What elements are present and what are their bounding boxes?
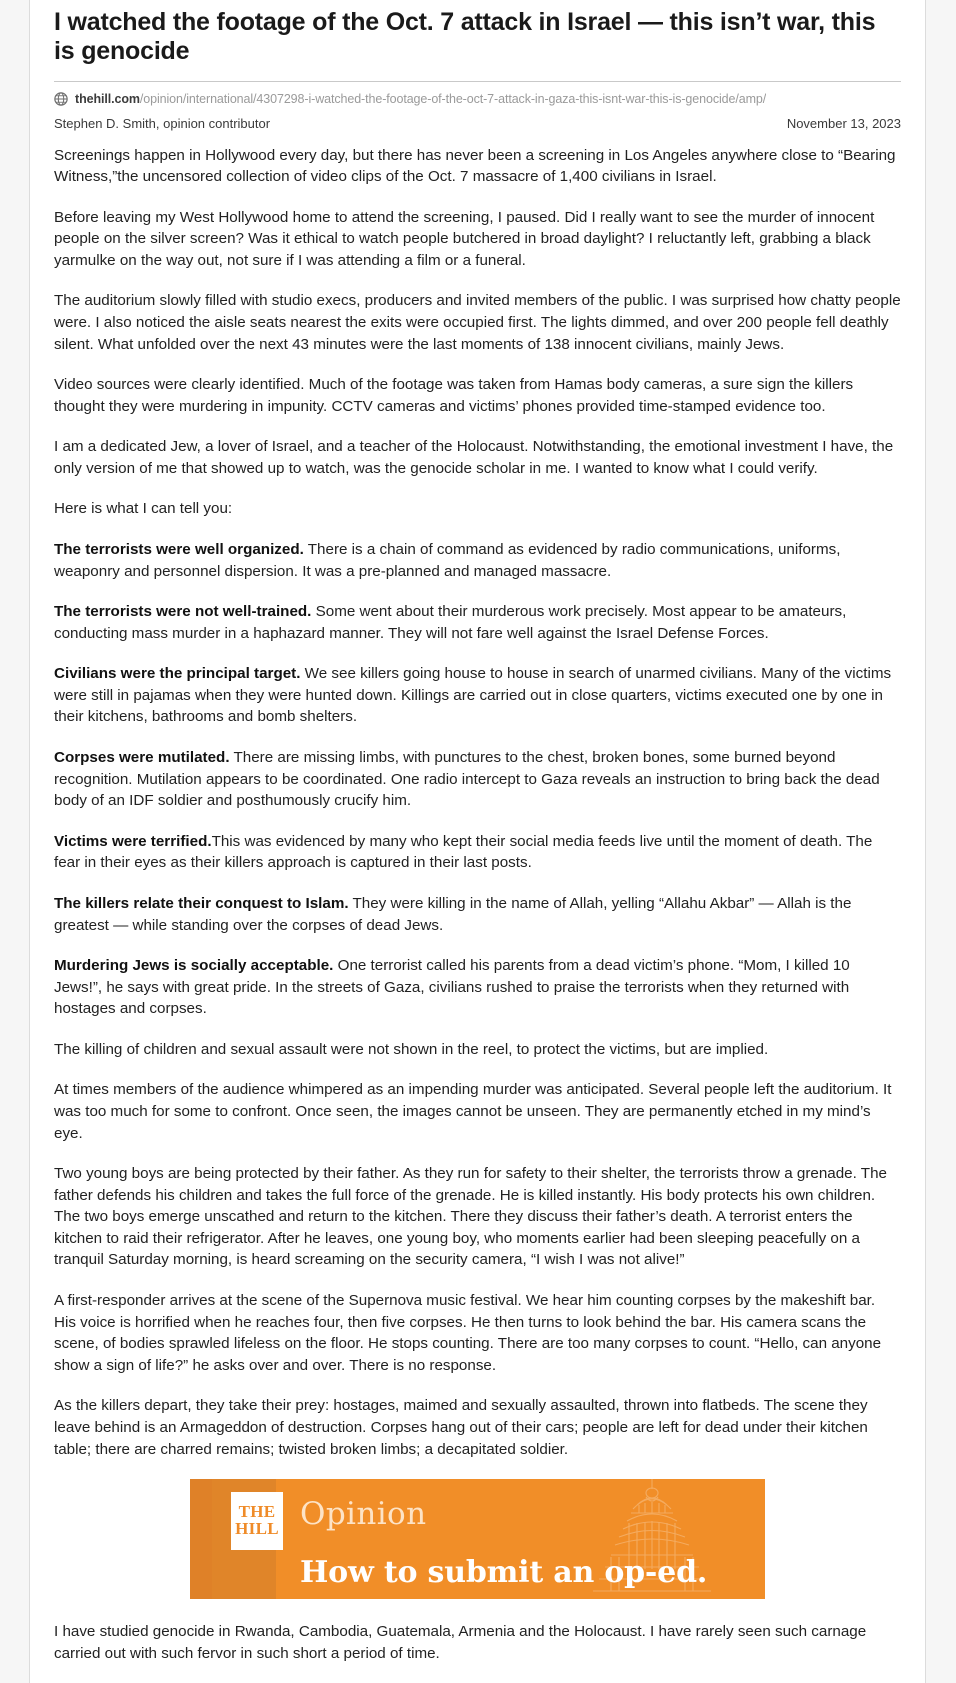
paragraph-text: There is a chain of command as evidenced by radio communications, uniforms, weaponry and personnel dispersion. It was a pre-planned and managed massacre.: [54, 541, 841, 580]
url-path: /opinion/international/4307298-i-watched-the-footage-of-the-oct-7-attack-in-gaza-this-isnt-war-this-is-genocide/amp/: [139, 91, 767, 106]
paragraph-lead: Corpses were mutilated.: [54, 749, 230, 767]
paragraph-text: As the killers depart, they take their prey: hostages, maimed and sexually assaulted, thrown into flatbeds. The scene they leave behind is an Armageddon of destruction. Corpses hang out of their cars; people are left for dead under their kitchen table; there are charred remains; twisted broken limbs; a decapitated soldier.: [54, 1397, 868, 1458]
paragraph-text: The killing of children and sexual assault were not shown in the reel, to protect the victims, but are implied.: [54, 1040, 769, 1058]
article-paragraph: [54, 498, 901, 520]
paragraph-text: Two young boys are being protected by their father. As they run for safety to their shelter, the terrorists throw a grenade. The father defends his children and takes the full force of the grenade. He is killed instantly. His body protects his own children. The two boys emerge unscathed and return to the kitchen. There they discuss their father’s death. A terrorist enters the kitchen to raid their refrigerator. After he leaves, one young boy, who moments earlier had been sleeping peacefully on a tranquil Saturday morning, is heard screaming on the security camera, “I wish I was not alive!”: [54, 1165, 887, 1269]
paragraph-text: Before leaving my West Hollywood home to attend the screening, I paused. Did I really want to see the murder of innocent people on the silver screen? Was it ethical to watch people butchered in broad daylight? I reluctantly left, grabbing a black yarmulke on the way out, not sure if I was attending a film or a funeral.: [54, 208, 875, 269]
publish-date: November 13, 2023: [786, 115, 901, 131]
article-paragraph: [54, 1079, 901, 1144]
paragraph-text: The auditorium slowly filled with studio execs, producers and invited members of the public. I was surprised how chatty people were. I also noticed the aisle seats nearest the exits were occupied first. The lights dimmed, and over 200 people fell deathly silent. What unfolded over the next 43 minutes were the last moments of 138 innocent civilians, mainly Jews.: [54, 292, 901, 353]
source-url-row[interactable]: [54, 92, 901, 116]
banner-headline: How to submit an op-ed.: [300, 1555, 708, 1591]
article-paragraph: [54, 831, 901, 874]
paragraph-lead: The terrorists were well organized.: [54, 541, 304, 559]
article-paragraph: [54, 1039, 901, 1061]
paragraph-text: I have studied genocide in Rwanda, Cambodia, Guatemala, Armenia and the Holocaust. I have rarely seen such carnage carried out with such fervor in such short a period of time.: [54, 1623, 867, 1662]
paragraph-text: We see killers going house to house in search of unarmed civilians. Many of the victims were still in pajamas when they were hunted down. Killings are carried out in close quarters, victims executed one by one in their kitchens, bathrooms and bomb shelters.: [54, 665, 892, 726]
paragraph-text: A first-responder arrives at the scene of the Supernova music festival. We hear him counting corpses by the makeshift bar. His voice is horrified when he reaches four, then five corpses. He then turns to look behind the bar. His camera scans the scene, of bodies sprawled lifeless on the floor. He stops counting. There are too many corpses to count. “Hello, can anyone show a sign of life?” he asks over and over. There is no response.: [54, 1292, 882, 1374]
globe-icon: [54, 92, 68, 106]
article-paragraph: [54, 601, 901, 644]
op-ed-promo-banner-wrap: [54, 1479, 901, 1599]
paragraph-text: I am a dedicated Jew, a lover of Israel, and a teacher of the Holocaust. Notwithstanding, the emotional investment I have, the only version of me that showed up to watch, was the genocide scholar in me. I wanted to know what I could verify.: [54, 438, 894, 477]
paragraph-lead: Victims were terrified.: [54, 832, 212, 850]
paragraph-lead: The killers relate their conquest to Islam.: [54, 894, 349, 912]
page-title: I watched the footage of the Oct. 7 attack in Israel — this isn’t war, this is genocide: [54, 8, 876, 66]
article-paragraph: [54, 955, 901, 1020]
article-paragraph: [54, 747, 901, 812]
article-paragraph: [54, 290, 901, 355]
article-paragraph: [54, 1290, 901, 1376]
op-ed-promo-banner[interactable]: [190, 1479, 765, 1599]
the-hill-logo: [231, 1492, 283, 1550]
url-domain: thehill.com: [75, 91, 140, 106]
byline-author: Stephen D. Smith, opinion contributor: [54, 115, 271, 131]
paragraph-text: This was evidenced by many who kept their social media feeds live until the moment of death. The fear in their eyes as their killers approach is captured in their last posts.: [54, 832, 873, 872]
byline-row: [54, 116, 901, 145]
logo-line-2: HILL: [235, 1519, 279, 1539]
paragraph-text: Here is what I can tell you:: [54, 500, 233, 518]
paragraph-text: Video sources were clearly identified. Much of the footage was taken from Hamas body cameras, a sure sign the killers thought they were murdering in impunity. CCTV cameras and victims’ phones provided time-stamped evidence too.: [54, 376, 854, 415]
article-paragraph: [54, 207, 901, 272]
source-url[interactable]: [75, 92, 766, 106]
paragraph-text: At times members of the audience whimpered as an impending murder was anticipated. Several people left the auditorium. It was too much for some to confront. Once seen, the images cannot be unseen. They are permanently etched in my mind’s eye.: [54, 1081, 892, 1142]
banner-left-strip: [190, 1479, 212, 1599]
article-paragraph: [54, 893, 901, 936]
article-body: [54, 145, 901, 1461]
article-sheet: [29, 0, 926, 1683]
article-paragraph: [54, 1163, 901, 1271]
paragraph-text: One terrorist called his parents from a dead victim’s phone. “Mom, I killed 10 Jews!”, he says with great pride. In the streets of Gaza, civilians rushed to praise the terrorists when they returned with hostages and corpses.: [54, 957, 850, 1018]
paragraph-lead: The terrorists were not well-trained.: [54, 603, 312, 621]
article-paragraph: [54, 436, 901, 479]
article-paragraph: [54, 1395, 901, 1460]
banner-section-label: Opinion: [300, 1496, 427, 1533]
article-paragraph: [54, 1621, 901, 1664]
article-body-after-banner: [54, 1621, 901, 1664]
article-paragraph: [54, 145, 901, 188]
article-paragraph: [54, 539, 901, 582]
header-divider: [54, 81, 901, 82]
paragraph-lead: Civilians were the principal target.: [54, 665, 301, 683]
paragraph-lead: Murdering Jews is socially acceptable.: [54, 957, 334, 975]
logo-line-1: THE: [238, 1502, 276, 1522]
paragraph-text: There are missing limbs, with punctures to the chest, broken bones, some burned beyond recognition. Mutilation appears to be coordinated. One radio intercept to Gaza reveals an instruction to bring back the dead body of an IDF soldier and posthumously crucify him.: [54, 749, 880, 810]
article-paragraph: [54, 663, 901, 728]
article-paragraph: [54, 374, 901, 417]
paragraph-text: Some went about their murderous work precisely. Most appear to be amateurs, conducting mass murder in a haphazard manner. They will not fare well against the Israel Defense Forces.: [54, 603, 847, 642]
paragraph-text: Screenings happen in Hollywood every day, but there has never been a screening in Los Angeles anywhere close to “Bearing Witness,”the uncensored collection of video clips of the Oct. 7 massacre of 1,400 civilians in Israel.: [54, 146, 896, 186]
paragraph-text: They were killing in the name of Allah, yelling “Allahu Akbar” — Allah is the greatest — while standing over the corpses of dead Jews.: [54, 894, 852, 934]
